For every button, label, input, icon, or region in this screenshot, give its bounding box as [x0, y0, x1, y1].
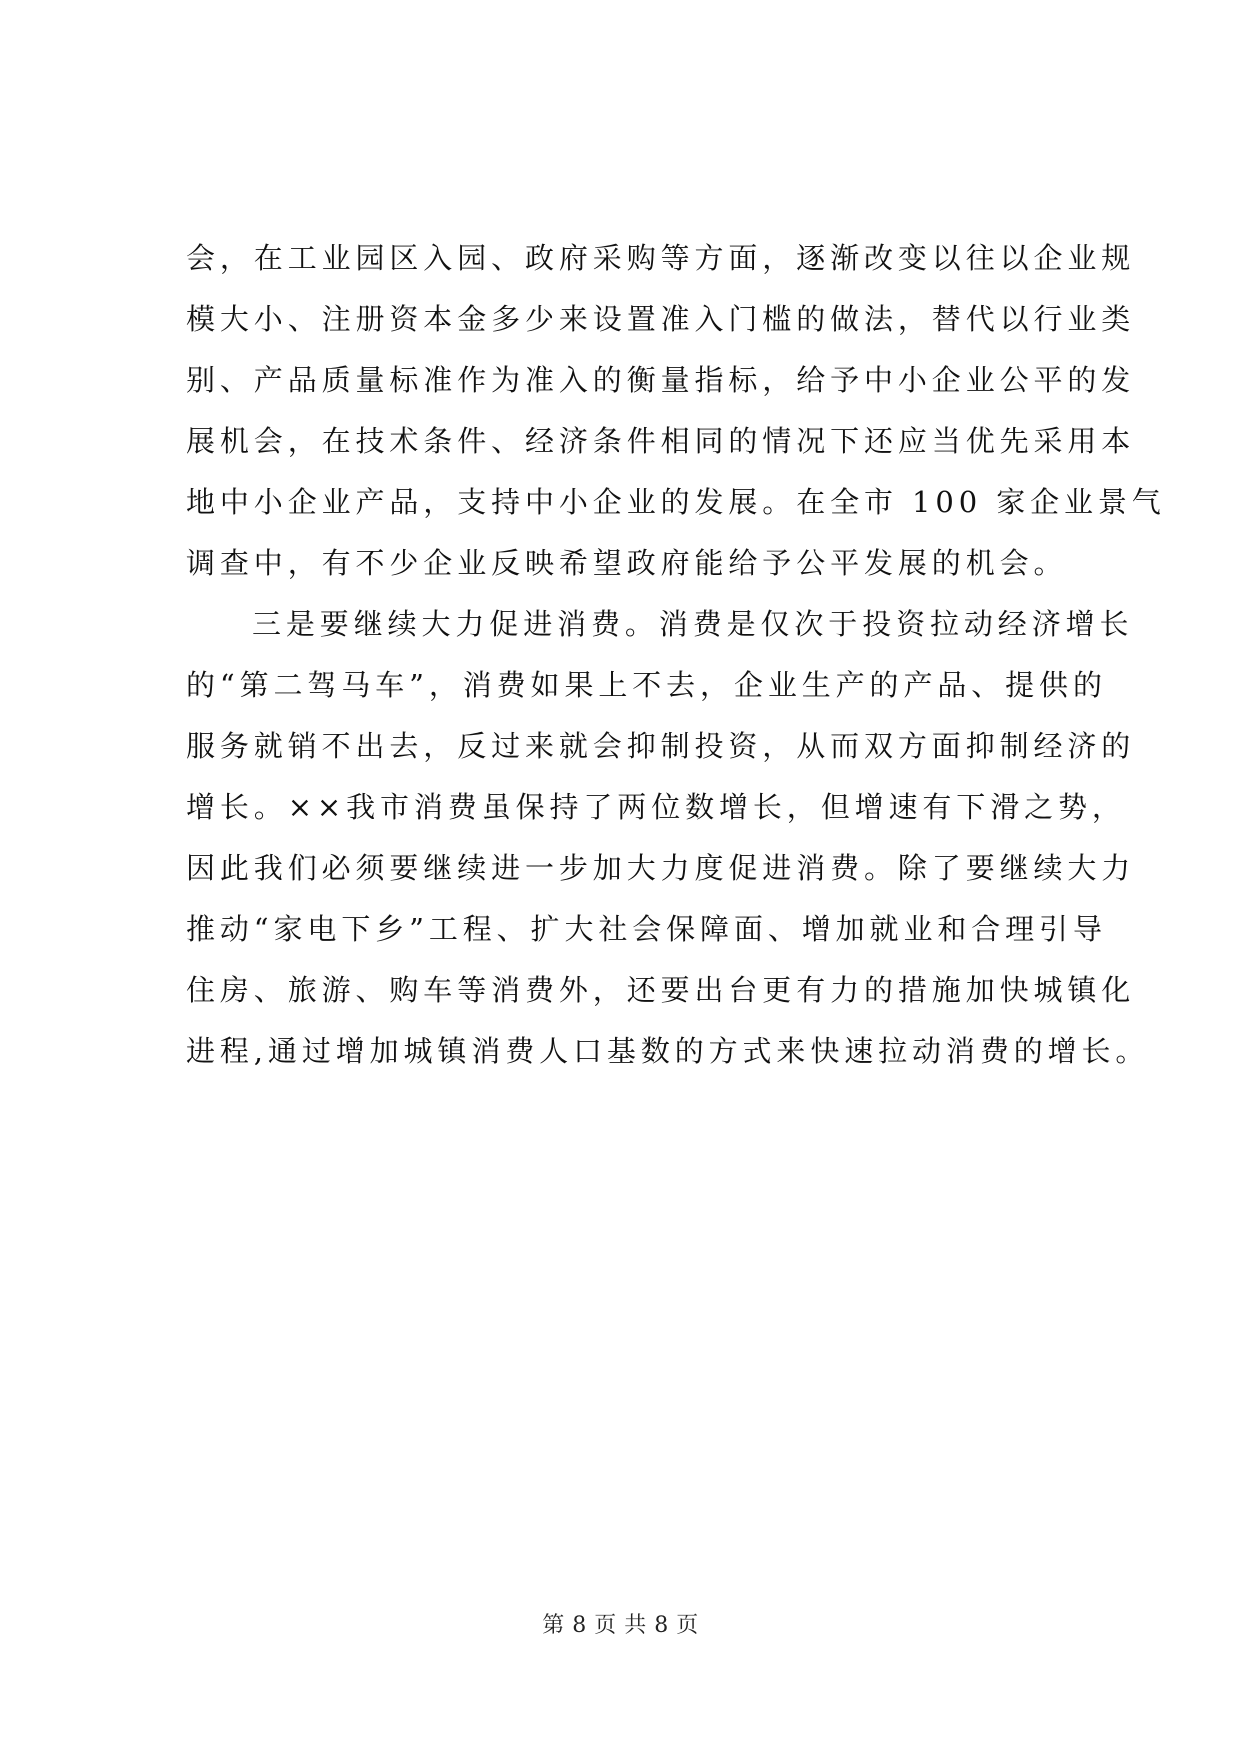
- text-line: 展机会，在技术条件、经济条件相同的情况下还应当优先采用本: [186, 424, 1136, 458]
- paragraph-1: [186, 228, 1166, 594]
- text-line: 推动“家电下乡”工程、扩大社会保障面、增加就业和合理引导: [186, 912, 1107, 946]
- document-body: [186, 228, 1166, 1082]
- text-line: 地中小企业产品，支持中小企业的发展。在全市 100 家企业景气: [186, 485, 1166, 519]
- text-line: 调查中，有不少企业反映希望政府能给予公平发展的机会。: [186, 546, 1068, 580]
- text-line: 因此我们必须要继续进一步加大力度促进消费。除了要继续大力: [186, 851, 1136, 885]
- text-line: 住房、旅游、购车等消费外，还要出台更有力的措施加快城镇化: [186, 973, 1136, 1007]
- text-line: 三是要继续大力促进消费。消费是仅次于投资拉动经济增长: [252, 607, 1134, 641]
- paragraph-2: [186, 594, 1150, 1082]
- page-number-footer: 第 8 页 共 8 页: [542, 1613, 699, 1638]
- text-line: 增长。××我市消费虽保持了两位数增长，但增速有下滑之势，: [186, 790, 1126, 824]
- text-line: 别、产品质量标准作为准入的衡量指标，给予中小企业公平的发: [186, 363, 1136, 397]
- text-line: 模大小、注册资本金多少来设置准入门槛的做法，替代以行业类: [186, 302, 1136, 336]
- text-line: 进程,通过增加城镇消费人口基数的方式来快速拉动消费的增长。: [186, 1034, 1150, 1068]
- text-line: 的“第二驾马车”，消费如果上不去，企业生产的产品、提供的: [186, 668, 1107, 702]
- text-line: 会，在工业园区入园、政府采购等方面，逐渐改变以往以企业规: [186, 241, 1136, 275]
- text-line: 服务就销不出去，反过来就会抑制投资，从而双方面抑制经济的: [186, 729, 1136, 763]
